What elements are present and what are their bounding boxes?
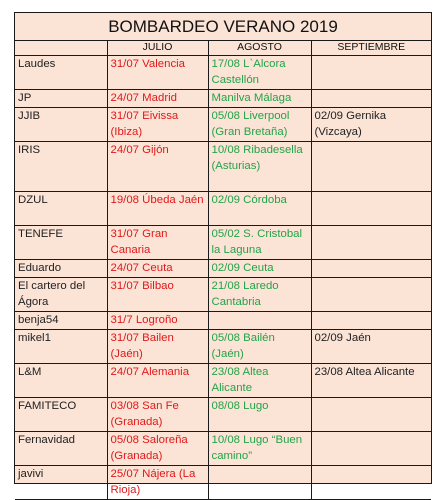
header-row xyxy=(15,41,431,55)
agosto-cell: 10/08 Lugo “Buen camino” xyxy=(208,431,311,465)
septiembre-cell: 23/08 Altea Alicante xyxy=(311,363,431,397)
row-name-cell: FAMITECO xyxy=(15,397,107,431)
septiembre-cell: 02/09 Gernika (Vizcaya) xyxy=(311,107,431,141)
julio-cell: 31/7 Logroño xyxy=(107,311,208,329)
agosto-cell: 02/09 Córdoba xyxy=(208,191,311,225)
septiembre-cell xyxy=(311,55,431,89)
julio-cell: 24/07 Alemania xyxy=(107,363,208,397)
table-row xyxy=(15,89,431,107)
agosto-cell: 10/08 Ribadesella (Asturias) xyxy=(208,141,311,191)
header-julio: JULIO xyxy=(107,41,208,55)
agosto-cell: 08/08 Lugo xyxy=(208,397,311,431)
julio-cell: 24/07 Madrid xyxy=(107,89,208,107)
julio-cell: 24/07 Gijón xyxy=(107,141,208,191)
julio-cell: 31/07 Eivissa (Ibiza) xyxy=(107,107,208,141)
julio-cell: 19/08 Úbeda Jaén xyxy=(107,191,208,225)
table-row xyxy=(15,191,431,225)
row-name-cell: Eduardo xyxy=(15,259,107,277)
table-row xyxy=(15,397,431,431)
table-row xyxy=(15,225,431,259)
header-septiembre: SEPTIEMBRE xyxy=(311,41,431,55)
septiembre-cell xyxy=(311,225,431,259)
agosto-cell: Manilva Málaga xyxy=(208,89,311,107)
agosto-cell: 21/08 Laredo Cantabria xyxy=(208,277,311,311)
row-name-cell: JP xyxy=(15,89,107,107)
row-name-cell: javivi xyxy=(15,465,107,499)
agosto-cell xyxy=(208,465,311,499)
septiembre-cell xyxy=(311,397,431,431)
julio-cell: 05/08 Saloreña (Granada) xyxy=(107,431,208,465)
sheet-title: BOMBARDEO VERANO 2019 xyxy=(15,13,431,41)
julio-cell: 03/08 San Fe (Granada) xyxy=(107,397,208,431)
schedule-table xyxy=(15,41,431,500)
table-row xyxy=(15,55,431,89)
septiembre-cell xyxy=(311,431,431,465)
julio-cell: 31/07 Gran Canaria xyxy=(107,225,208,259)
agosto-cell: 05/08 Liverpool (Gran Bretaña) xyxy=(208,107,311,141)
julio-cell: 25/07 Nájera (La Rioja) xyxy=(107,465,208,499)
table-row xyxy=(15,277,431,311)
agosto-cell: 05/02 S. Cristobal la Laguna xyxy=(208,225,311,259)
agosto-cell: 05/08 Bailén (Jaén) xyxy=(208,329,311,363)
row-name-cell: TENEFE xyxy=(15,225,107,259)
agosto-cell: 17/08 L`Alcora Castellón xyxy=(208,55,311,89)
table-row xyxy=(15,363,431,397)
agosto-cell: 02/09 Ceuta xyxy=(208,259,311,277)
row-name-cell: Fernavidad xyxy=(15,431,107,465)
septiembre-cell xyxy=(311,465,431,499)
row-name-cell: JJIB xyxy=(15,107,107,141)
julio-cell: 31/07 Valencia xyxy=(107,55,208,89)
julio-cell: 24/07 Ceuta xyxy=(107,259,208,277)
table-row xyxy=(15,431,431,465)
septiembre-cell xyxy=(311,259,431,277)
row-name-cell: El cartero del Ágora xyxy=(15,277,107,311)
table-row xyxy=(15,141,431,191)
row-name-cell: benja54 xyxy=(15,311,107,329)
agosto-cell: 23/08 Altea Alicante xyxy=(208,363,311,397)
septiembre-cell xyxy=(311,89,431,107)
row-name-cell: Laudes xyxy=(15,55,107,89)
row-name-cell: mikel1 xyxy=(15,329,107,363)
table-row xyxy=(15,107,431,141)
table-row xyxy=(15,329,431,363)
septiembre-cell xyxy=(311,277,431,311)
schedule-sheet xyxy=(14,12,432,496)
julio-cell: 31/07 Bilbao xyxy=(107,277,208,311)
header-agosto: AGOSTO xyxy=(208,41,311,55)
table-row xyxy=(15,311,431,329)
septiembre-cell xyxy=(311,191,431,225)
table-row xyxy=(15,259,431,277)
septiembre-cell xyxy=(311,141,431,191)
table-row xyxy=(15,465,431,499)
header-name xyxy=(15,41,107,55)
row-name-cell: IRIS xyxy=(15,141,107,191)
agosto-cell xyxy=(208,311,311,329)
row-name-cell: L&M xyxy=(15,363,107,397)
row-name-cell: DZUL xyxy=(15,191,107,225)
septiembre-cell xyxy=(311,311,431,329)
julio-cell: 31/07 Bailen (Jaén) xyxy=(107,329,208,363)
septiembre-cell: 02/09 Jaén xyxy=(311,329,431,363)
